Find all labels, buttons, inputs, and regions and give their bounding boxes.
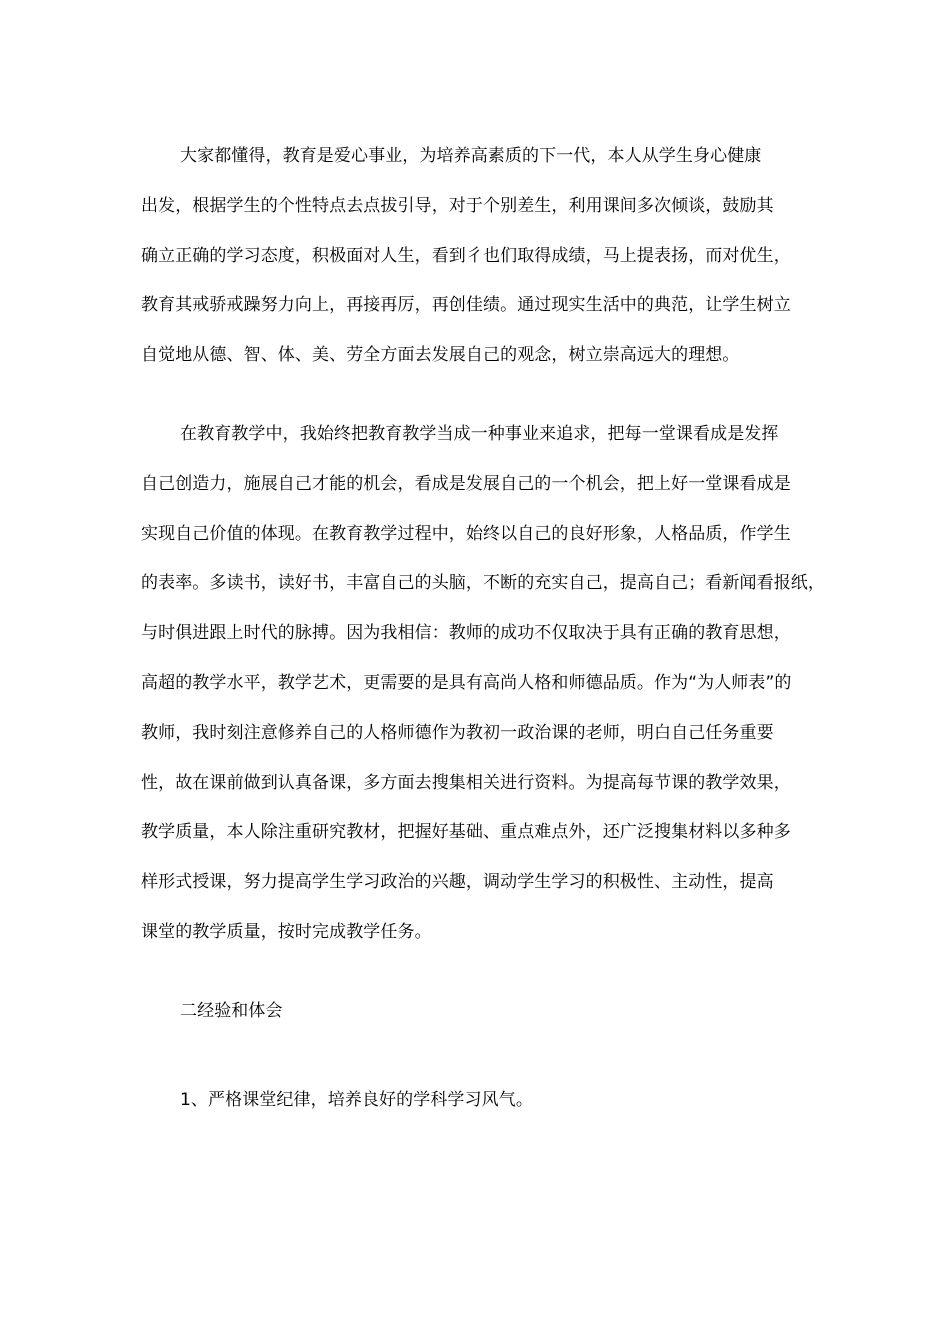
paragraph-line: 教师，我时刻注意修养自己的人格师德作为教初一政治课的老师，明白自己任务重要 xyxy=(141,722,774,743)
paragraph-line: 性，故在课前做到认真备课，多方面去搜集相关进行资料。为提高每节课的教学效果， xyxy=(141,772,791,793)
paragraph-2 xyxy=(141,410,825,958)
paragraph-line: 实现自己价值的体现。在教育教学过程中，始终以自己的良好形象，人格品质，作学生 xyxy=(141,523,791,544)
list-item: 1、严格课堂纪律，培养良好的学科学习风气。 xyxy=(180,1089,533,1110)
paragraph-line: 大家都懂得，教育是爱心事业，为培养高素质的下一代，本人从学生身心健康 xyxy=(180,146,762,166)
paragraph-line: 确立正确的学习态度，积极面对人生，看到彳也们取得成绩，马上提表扬，而对优生， xyxy=(141,245,791,266)
paragraph-line: 课堂的教学质量，按时完成教学任务。 xyxy=(141,921,432,942)
paragraph-line: 样形式授课，努力提高学生学习政治的兴趣，调动学生学习的积极性、主动性，提高 xyxy=(141,872,774,893)
paragraph-line: 的表率。多读书，读好书，丰富自己的头脑，不断的充实自己，提高自己；看新闻看报纸， xyxy=(141,573,825,594)
paragraph-line: 高超的教学水平，教学艺术，更需要的是具有高尚人格和师德品质。作为“为人师表”的 xyxy=(141,672,792,693)
paragraph-line: 出发，根据学生的个性特点去点拔引导，对于个别差生，利用课间多次倾谈，鼓励其 xyxy=(141,195,774,216)
paragraph-1 xyxy=(141,132,816,381)
paragraph-line: 与时俱进跟上时代的脉搏。因为我相信：教师的成功不仅取决于具有正确的教育思想， xyxy=(141,623,791,644)
document-body xyxy=(141,132,825,1125)
paragraph-line: 在教育教学中，我始终把教育教学当成一种事业来追求，把每一堂课看成是发挥 xyxy=(180,423,779,444)
paragraph-line: 自觉地从德、智、体、美、劳全方面去发展自己的观念，树立崇高远大的理想。 xyxy=(141,345,740,366)
paragraph-line: 教育其戒骄戒躁努力向上，再接再厉，再创佳绩。通过现实生活中的典范，让学生树立 xyxy=(141,295,791,316)
paragraph-line: 教学质量，本人除注重研究教材，把握好基础、重点难点外，还广泛搜集材料以多种多 xyxy=(141,822,791,843)
paragraph-line: 自己创造力，施展自己才能的机会，看成是发展自己的一个机会，把上好一堂课看成是 xyxy=(141,473,791,494)
section-heading: 二经验和体会 xyxy=(180,1000,283,1021)
